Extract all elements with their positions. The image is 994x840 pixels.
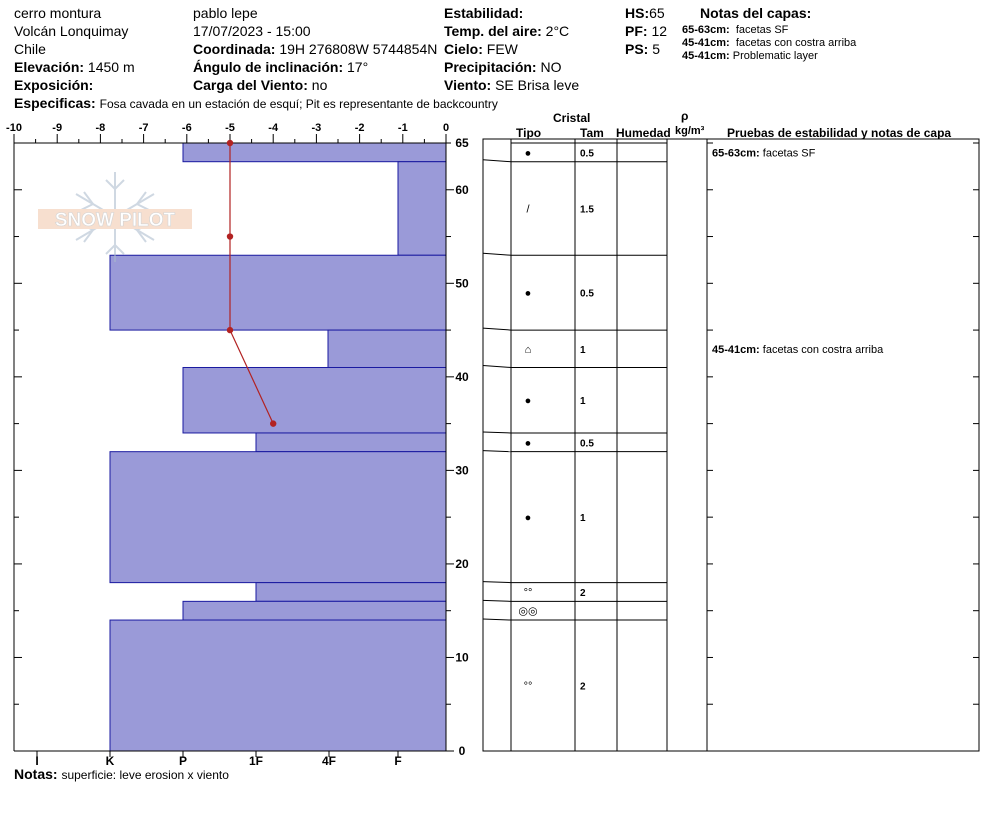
col-cristal: Cristal [553, 111, 591, 125]
wind-label: Viento: [444, 77, 492, 93]
test-note [712, 147, 816, 159]
crystal-size: 1 [580, 513, 586, 525]
layer-boundary-link [483, 582, 511, 583]
layer-note-range: 45-41cm: [682, 37, 730, 49]
hs-label: HS: [625, 5, 650, 21]
layer-boundary-link [483, 365, 511, 367]
temperature-point [227, 327, 233, 333]
test-note-range: 45-41cm: [712, 343, 763, 356]
temp-tick-label: -9 [52, 122, 63, 134]
height-tick-label: 0 [458, 744, 466, 758]
crystal-type-symbol: ⌂ [524, 343, 532, 356]
crystal-type-symbol: ● [524, 395, 532, 408]
site-name: cerro montura [14, 5, 102, 21]
hs-value: 65 [649, 5, 665, 21]
test-note [712, 344, 884, 356]
hardness-bar [183, 143, 446, 162]
crystal-size: 1 [580, 396, 586, 408]
height-tick-label: 10 [455, 650, 469, 665]
temperature-point [227, 233, 233, 239]
crystal-size: 0.5 [580, 288, 594, 300]
test-note-text: facetas con costra arriba [762, 343, 884, 356]
layer-boundary-link [483, 600, 511, 601]
country-name: Chile [14, 41, 46, 57]
test-note-text: facetas SF [762, 147, 816, 160]
coord-value: 19H 276808W 5744854N [279, 41, 438, 57]
temp-tick-label: -3 [311, 122, 322, 134]
height-tick-label: 20 [455, 556, 469, 571]
crystal-size: 0.5 [580, 438, 594, 450]
airtemp-label: Temp. del aire: [444, 23, 542, 39]
hardness-tick-label: P [178, 754, 188, 768]
hardness-bar [110, 255, 446, 330]
layer-notes-title: Notas del capas: [700, 5, 812, 21]
stability-label: Estabilidad: [444, 5, 524, 21]
layer-note-range: 65-63cm: [682, 24, 730, 36]
airtemp-value: 2°C [545, 23, 570, 39]
hardness-layers [110, 143, 446, 751]
snowpilot-logo [38, 172, 192, 262]
crystal-size: 1.5 [580, 204, 594, 216]
hardness-tick-label: I [35, 754, 39, 768]
crystal-type-symbol: ● [524, 437, 532, 450]
ps-value: 5 [652, 41, 661, 57]
col-rho: ρ [681, 109, 689, 123]
ps-label: PS: [625, 41, 649, 57]
crystal-size: 2 [580, 681, 586, 693]
crystal-size: 2 [580, 587, 586, 599]
sky-value: FEW [486, 41, 518, 57]
hardness-bar [256, 583, 446, 602]
wind-value: SE Brisa leve [495, 77, 580, 93]
crystal-size: 0.5 [580, 148, 594, 160]
crystal-table [483, 139, 979, 751]
elevation-label: Elevación: [14, 59, 85, 75]
hardness-bar [398, 162, 446, 256]
notes-label: Notas: [14, 766, 58, 782]
windload-label: Carga del Viento: [193, 77, 308, 93]
temp-tick-label: -10 [6, 122, 22, 134]
height-tick-label: 30 [455, 463, 469, 478]
area-name: Volcán Lonquimay [14, 23, 129, 39]
temp-tick-label: -1 [397, 122, 408, 134]
temp-tick-label: -2 [354, 122, 365, 134]
crystal-type-symbol: °° [523, 586, 533, 599]
hardness-bar [256, 433, 446, 452]
temperature-point [227, 140, 233, 146]
temp-tick-label: -8 [95, 122, 106, 134]
layer-boundary-link [483, 451, 511, 452]
coord-label: Coordinada: [193, 41, 276, 57]
logo-text: SNOW PILOT [54, 210, 176, 231]
test-note-range: 65-63cm: [712, 147, 763, 160]
crystal-size: 1 [580, 344, 586, 356]
layer-boundary-link [483, 619, 511, 620]
layer-boundary-link [483, 160, 511, 162]
height-tick-label: 65 [455, 136, 469, 150]
layer-note-text: facetas SF [735, 24, 789, 36]
date-time: 17/07/2023 - 15:00 [193, 23, 311, 39]
slope-label: Ángulo de inclinación: [193, 59, 344, 75]
pf-value: 12 [651, 23, 668, 39]
col-tam: Tam [580, 126, 604, 140]
precip-value: NO [540, 59, 562, 75]
temp-tick-label: 0 [442, 122, 450, 134]
crystal-type-symbol: °° [523, 680, 533, 693]
specifics-label: Especificas: [14, 95, 96, 111]
hardness-bar [110, 620, 446, 751]
hardness-tick-label: 4F [321, 754, 337, 768]
notes-value: superficie: leve erosion x viento [61, 768, 229, 782]
elevation-value: 1450 m [87, 59, 135, 75]
hardness-bar [110, 452, 446, 583]
col-humedad: Humedad [616, 126, 671, 140]
layer-note-text: facetas con costra arriba [735, 37, 857, 49]
col-tipo: Tipo [516, 126, 542, 140]
observer: pablo lepe [193, 5, 258, 21]
crystal-type-symbol: ● [524, 287, 532, 300]
sky-label: Cielo: [444, 41, 483, 57]
crystal-type-symbol: ● [524, 147, 532, 160]
hardness-bar [183, 367, 446, 432]
slope-value: 17° [347, 59, 369, 75]
layer-boundary-link [483, 328, 511, 330]
windload-value: no [311, 77, 328, 93]
height-tick-label: 50 [455, 276, 469, 291]
crystal-type-symbol: ● [524, 512, 532, 525]
aspect-label: Exposición: [14, 77, 94, 93]
col-density-unit: kg/m³ [675, 125, 705, 137]
layer-boundary-link [483, 432, 511, 433]
temp-tick-label: -7 [138, 122, 149, 134]
temp-tick-label: -4 [268, 122, 279, 134]
temp-tick-label: -6 [181, 122, 192, 134]
crystal-table-frame [483, 139, 979, 751]
hardness-tick-label: F [394, 754, 402, 768]
crystal-type-symbol: / [526, 203, 530, 216]
hardness-tick-label: 1F [248, 754, 264, 768]
height-tick-label: 60 [455, 182, 469, 197]
precip-label: Precipitación: [444, 59, 537, 75]
temperature-point [270, 420, 276, 426]
specifics-value: Fosa cavada en un estación de esquí; Pit es representante de backcountry [99, 97, 498, 111]
height-tick-label: 40 [455, 369, 469, 384]
crystal-type-symbol: ◎◎ [518, 605, 538, 618]
layer-note-text: Problematic layer [732, 50, 818, 62]
hardness-tick-label: K [105, 754, 115, 768]
layer-boundary-link [483, 253, 511, 255]
pf-label: PF: [625, 23, 648, 39]
hardness-bar [183, 601, 446, 620]
hardness-bar [328, 330, 446, 367]
layer-note-range: 45-41cm: [682, 50, 730, 62]
col-tests: Pruebas de estabilidad y notas de capa [727, 126, 952, 140]
temp-tick-label: -5 [225, 122, 235, 134]
